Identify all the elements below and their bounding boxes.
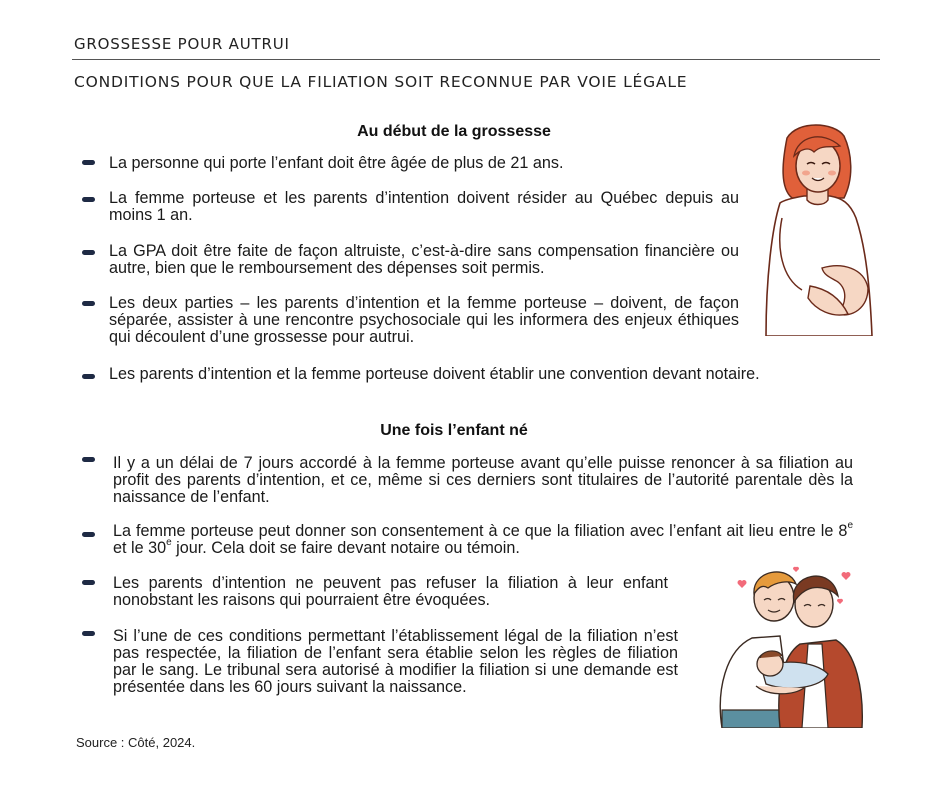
item-text: et le 30 — [113, 539, 167, 557]
section-heading-start: Au début de la grossesse — [357, 123, 551, 140]
section-heading-born: Une fois l’enfant né — [380, 422, 528, 439]
dash-bullet-icon — [82, 197, 95, 202]
list-item: Les parents d’intention ne peuvent pas refuser la filiation à leur enfant nonobstant les raisons qui pourraient être évoquées. — [113, 574, 668, 609]
list-item: Il y a un délai de 7 jours accordé à la femme porteuse avant qu’elle puisse renoncer à sa filiation au profit des parents d’intention, et ce, même si ces derniers sont titulaires de l’autorité parentale dès la naissance de l’enfant. — [113, 454, 853, 506]
ordinal-suffix: e — [847, 520, 853, 531]
parents-with-baby-illustration — [696, 560, 872, 728]
item-text: jour. Cela doit se faire devant notaire ou témoin. — [171, 539, 520, 557]
list-item: Les deux parties – les parents d’intention et la femme porteuse – doivent, de façon séparée, assister à une rencontre psychosociale qui les informera des enjeux éthiques qui découlent d’une grossesse pour autrui. — [109, 294, 739, 346]
list-item: Les parents d’intention et la femme porteuse doivent établir une convention devant notaire. — [109, 365, 760, 383]
page-title: CONDITIONS POUR QUE LA FILIATION SOIT RECONNUE PAR VOIE LÉGALE — [74, 73, 688, 91]
list-item: La personne qui porte l’enfant doit être âgée de plus de 21 ans. — [109, 154, 564, 172]
item-text: La femme porteuse peut donner son consentement à ce que la filiation avec l’enfant ait lieu entre le 8 — [113, 522, 848, 540]
dash-bullet-icon — [82, 532, 95, 537]
ordinal-suffix: e — [166, 537, 172, 548]
dash-bullet-icon — [82, 250, 95, 255]
list-item — [113, 520, 853, 557]
dash-bullet-icon — [82, 631, 95, 636]
dash-bullet-icon — [82, 160, 95, 165]
dash-bullet-icon — [82, 580, 95, 585]
list-item: La femme porteuse et les parents d’intention doivent résider au Québec depuis au moins 1 an. — [109, 189, 739, 224]
list-item: La GPA doit être faite de façon altruiste, c’est-à-dire sans compensation financière ou autre, bien que le remboursement des dépenses soit permis. — [109, 242, 739, 277]
list-item: Si l’une de ces conditions permettant l’établissement légal de la filiation n’est pas respectée, la filiation de l’enfant sera établie selon les règles de filiation par le sang. Le tribunal sera autorisé à modifier la filiation si une demande est présentée dans les 60 jours suivant la naissance. — [113, 627, 678, 696]
pregnant-woman-illustration — [752, 118, 882, 336]
dash-bullet-icon — [82, 301, 95, 306]
source-citation: Source : Côté, 2024. — [76, 735, 196, 750]
section-kicker: GROSSESSE POUR AUTRUI — [74, 35, 290, 53]
header-divider — [72, 59, 880, 60]
dash-bullet-icon — [82, 457, 95, 462]
dash-bullet-icon — [82, 374, 95, 379]
